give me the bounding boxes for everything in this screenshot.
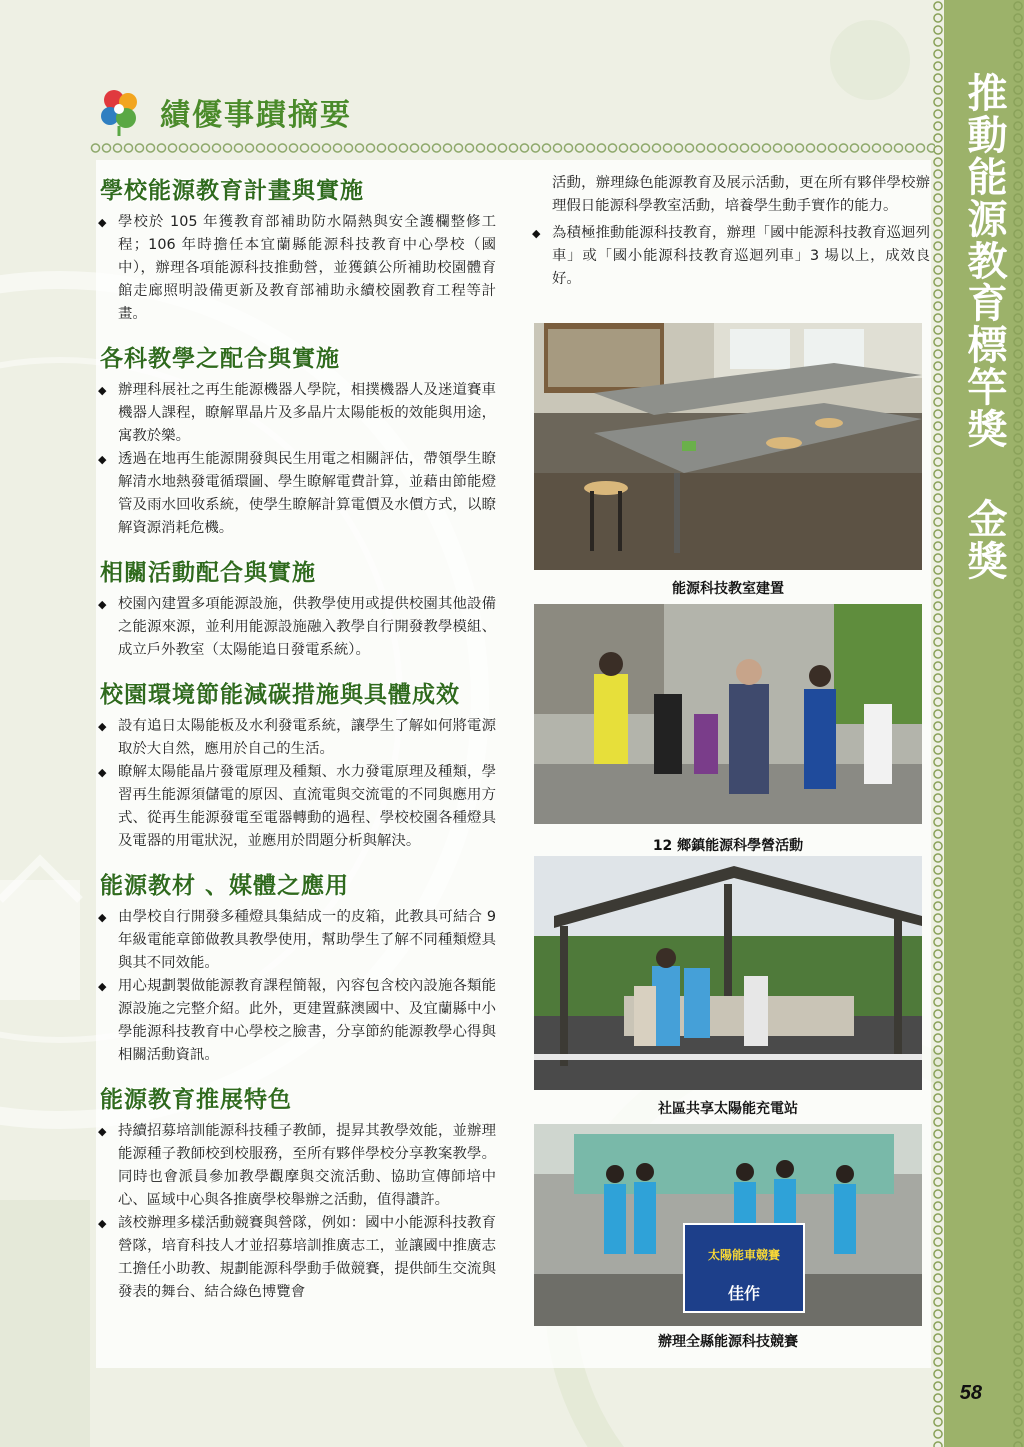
page-number: 58: [959, 1382, 982, 1404]
section-title: 校園環境節能減碳措施與具體成效: [100, 682, 460, 708]
photo-caption: 辦理全縣能源科技競賽: [658, 1334, 798, 1350]
bullet-item: ◆ 持續招募培訓能源科技種子教師，提昇其教學效能，並辦理能源種子教師校到校服務，至所有夥伴學校分享教案教學。同時也會派員參加教學觀摩與交流活動、協助宣傳師培中心、區域中心與各推廣學校舉辦之活動，值得讚許。: [96, 1120, 496, 1212]
section-title: 能源教材 、媒體之應用: [100, 873, 350, 899]
competition-banner-text: 太陽能車競賽: [707, 1248, 781, 1262]
left-column: [96, 172, 496, 1314]
side-chain-border: [932, 0, 944, 1447]
bullet-item: ◆ 該校辦理多樣活動競賽與營隊，例如：國中小能源科技教育營隊，培育科技人才並招募培訓推廣志工，並讓國中推廣志工擔任小助教、規劃能源科學動手做競賽，提供師生交流與發表的舞台、結合綠色博覽會: [96, 1212, 496, 1304]
bullet-item: ◆ 透過在地再生能源開發與民生用電之相關評估，帶領學生瞭解清水地熱發電循環圖、學生瞭解電費計算，並藉由節能燈管及雨水回收系統，使學生瞭解計算電價及水價方式，以瞭解資源消耗危機。: [96, 448, 496, 540]
bullet-item: ◆ 辦理科展社之再生能源機器人學院，相撲機器人及迷道賽車機器人課程，瞭解單晶片及多晶片太陽能板的效能與用途，寓教於樂。: [96, 379, 496, 448]
section-title: 各科教學之配合與實施: [100, 346, 340, 372]
bullet-item: ◆ 學校於 105 年獲教育部補助防水隔熱與安全護欄整修工程；106 年時擔任本宜蘭縣能源科技教育中心學校（國中），辦理各項能源科技推動營，並獲鎮公所補助校園體育館走廊照明設備更新及教育部補助永續校園教育工程等計畫。: [96, 211, 496, 326]
award-sign-text: 佳作: [727, 1284, 761, 1303]
photo-solar-charging-station: [534, 856, 922, 1090]
photo-caption: 社區共享太陽能充電站: [658, 1101, 798, 1117]
section-carbon-reduction: [96, 676, 496, 853]
photo-energy-classroom: [534, 323, 922, 570]
bullet-item: ◆ 為積極推動能源科技教育，辦理「國中能源科技教育巡迴列車」或「國小能源科技教育巡迴列車」3 場以上，成效良好。: [530, 222, 930, 291]
header-title: 績優事蹟摘要: [160, 98, 352, 133]
photo-caption: 12 鄉鎮能源科學營活動: [652, 838, 804, 854]
photo-caption: 能源科技教室建置: [672, 581, 784, 597]
section-materials: [96, 867, 496, 1067]
section-title: 相關活動配合與實施: [100, 560, 316, 586]
section-energy-plan: [96, 172, 496, 326]
bullet-item: ◆ 瞭解太陽能晶片發電原理及種類、水力發電原理及種類，學習再生能源須儲電的原因、直流電與交流電的不同與應用方式、從再生能源發電至電器轉動的過程、學校校園各種燈具及電器的用電狀況，並應用於問題分析與解決。: [96, 761, 496, 853]
bullet-item: ◆ 由學校自行開發多種燈具集結成一的皮箱，此教具可結合 9 年級電能章節做教具教學使用，幫助學生了解不同種類燈具與其不同效能。: [96, 906, 496, 975]
side-title: 推動能源教育標竿獎 金獎: [961, 72, 1007, 582]
section-title: 學校能源教育計畫與實施: [100, 178, 364, 204]
header-chain-divider: [90, 141, 935, 155]
bullet-item: ◆ 用心規劃製做能源教育課程簡報，內容包含校內設施各類能源設施之完整介紹。此外，更建置蘇澳國中、及宜蘭縣中小學能源科技教育中心學校之臉書，分享節約能源教學心得與相關活動資訊。: [96, 975, 496, 1067]
photo-county-competition: [534, 1124, 922, 1326]
photo-science-camp: [534, 604, 922, 824]
bullet-item: ◆ 校園內建置多項能源設施，供教學使用或提供校園其他設備之能源來源，並利用能源設施融入教學自行開發教學模組、成立戶外教室（太陽能追日發電系統）。: [96, 593, 496, 662]
section-title: 能源教育推展特色: [100, 1087, 292, 1113]
bullet-item: ◆ 設有追日太陽能板及水利發電系統，讓學生了解如何將電源取於大自然，應用於自己的生活。: [96, 715, 496, 761]
side-chain-border-right: [1012, 0, 1024, 1447]
right-column: [530, 172, 930, 291]
section-features: [96, 1081, 496, 1304]
section-activities: [96, 554, 496, 662]
continued-text: 活動，辦理綠色能源教育及展示活動，更在所有夥伴學校辦理假日能源科學教室活動，培養學生動手實作的能力。: [552, 175, 930, 214]
section-teaching: [96, 340, 496, 540]
clover-flower-logo-icon: [94, 86, 146, 136]
